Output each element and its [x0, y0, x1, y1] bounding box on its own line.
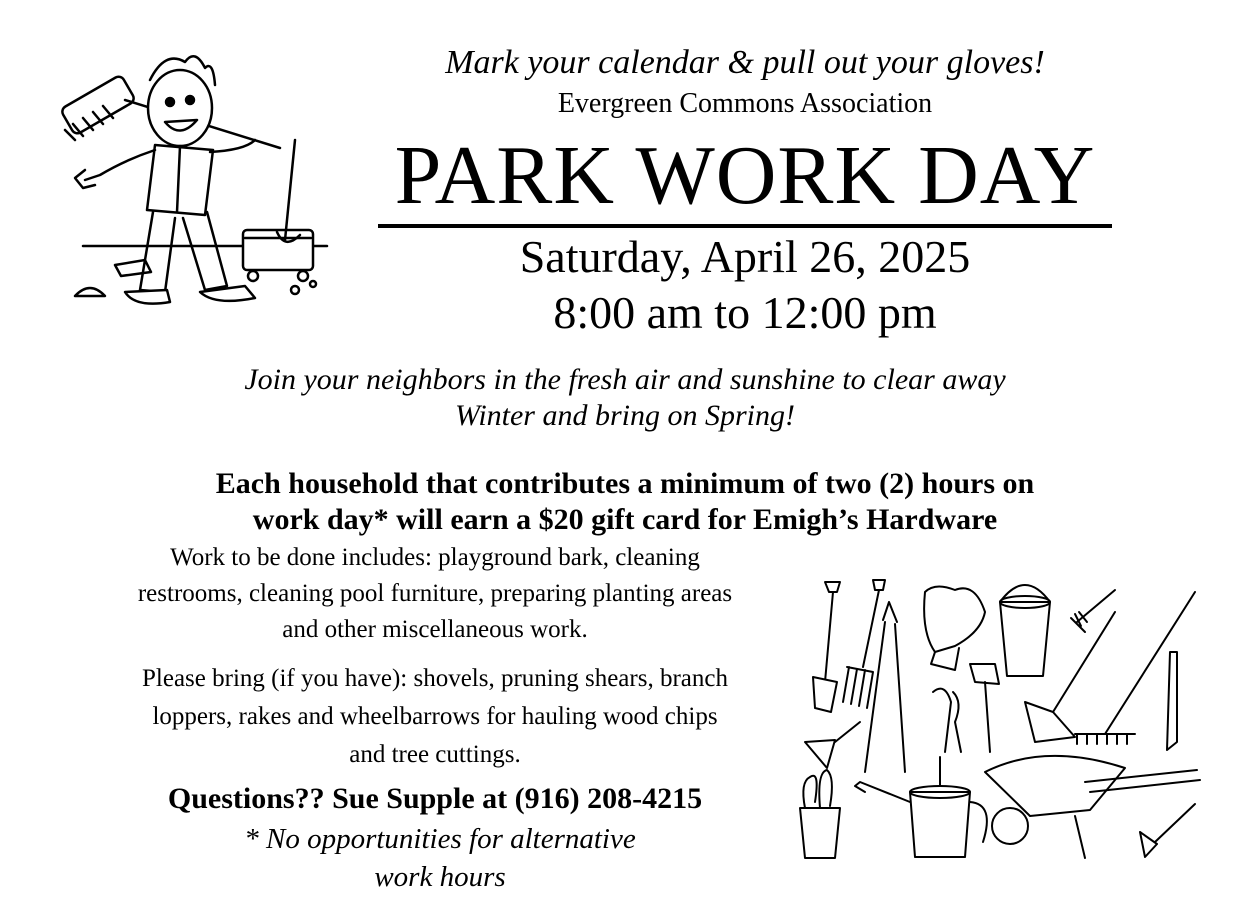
bring-line: Please bring (if you have): shovels, pruning shears, branch: [142, 665, 728, 692]
contact-info: Questions?? Sue Supple at (916) 208-4215: [167, 782, 703, 815]
intro-line: Join your neighbors in the fresh air and sunshine to clear away: [244, 363, 1006, 396]
tagline: Mark your calendar & pull out your gloves!: [445, 44, 1045, 81]
association-name: Evergreen Commons Association: [557, 88, 933, 119]
work-line: and other miscellaneous work.: [282, 616, 588, 643]
incentive-line: work day* will earn a $20 gift card for Emigh’s Hardware: [252, 503, 998, 536]
incentive-line: Each household that contributes a minimum of two (2) hours on: [215, 467, 1035, 500]
intro-text: [150, 362, 1100, 434]
incentive-text: [120, 466, 1130, 538]
garden-tools-illustration: [785, 572, 1205, 867]
footnote: [200, 820, 680, 896]
work-line: restrooms, cleaning pool furniture, preparing planting areas: [137, 580, 733, 607]
bring-line: and tree cuttings.: [349, 741, 521, 768]
bring-line: loppers, rakes and wheelbarrows for hauling wood chips: [152, 703, 718, 730]
footnote-line: work hours: [374, 861, 506, 893]
event-time: 8:00 am to 12:00 pm: [553, 287, 937, 338]
page-title: PARK WORK DAY: [378, 128, 1112, 228]
intro-line: Winter and bring on Spring!: [454, 399, 795, 432]
bring-list: [70, 660, 800, 774]
work-line: Work to be done includes: playground bark, cleaning: [170, 544, 700, 571]
cartoon-janitor-illustration: [55, 40, 355, 340]
event-date: Saturday, April 26, 2025: [519, 231, 971, 282]
footnote-line: * No opportunities for alternative: [244, 823, 636, 855]
work-description: [70, 540, 800, 648]
